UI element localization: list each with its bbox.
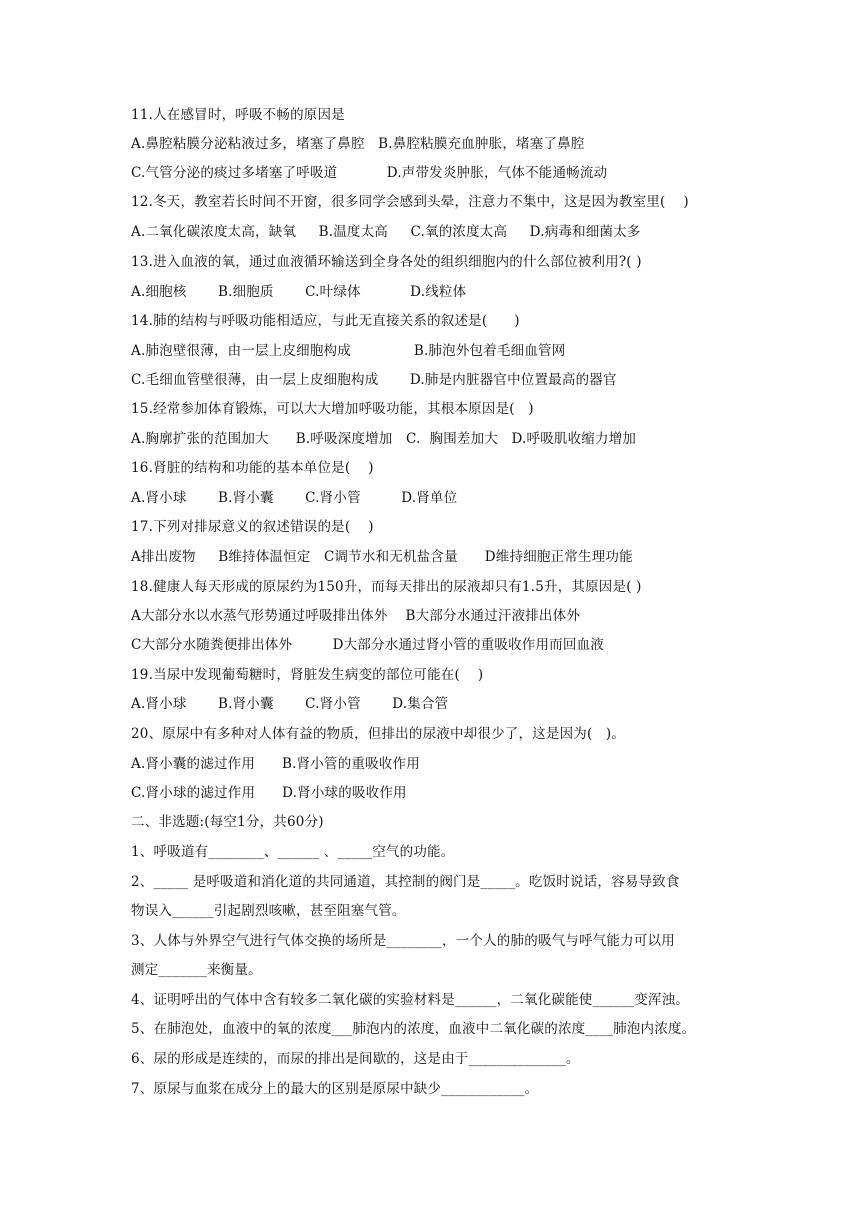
question-20: 20、原尿中有多种对人体有益的物质，但排出的尿液中却很少了，这是因为( )。 xyxy=(131,726,626,742)
question-17: 17.下列对排尿意义的叙述错误的是( ) xyxy=(131,519,374,535)
fill-question-6: 6、尿的形成是连续的，而尿的排出是间歇的，这是由于______________。 xyxy=(131,1051,580,1067)
q17-options: A排出废物 B维持体温恒定 C调节水和无机盐含量 D维持细胞正常生理功能 xyxy=(131,549,633,565)
fill-question-2-cont: 物误入______引起剧烈咳嗽，甚至阻塞气管。 xyxy=(131,903,406,919)
q14-options-ab: A.肺泡壁很薄，由一层上皮细胞构成 B.肺泡外包着毛细血管网 xyxy=(131,343,566,359)
q13-options: A.细胞核 B.细胞质 C.叶绿体 D.线粒体 xyxy=(131,284,467,300)
fill-question-4: 4、证明呼出的气体中含有较多二氧化碳的实验材料是______，二氧化碳能使______变浑浊。 xyxy=(131,992,689,1008)
fill-question-3-cont: 测定_______来衡量。 xyxy=(131,962,262,978)
q18-options-ab: A大部分水以水蒸气形势通过呼吸排出体外 B大部分水通过汗液排出体外 xyxy=(131,608,581,624)
fill-question-3: 3、人体与外界空气进行气体交换的场所是________，一个人的肺的吸气与呼气能力可以用 xyxy=(131,933,675,949)
q11-options-ab: A.鼻腔粘膜分泌粘液过多，堵塞了鼻腔 B.鼻腔粘膜充血肿胀，堵塞了鼻腔 xyxy=(131,136,585,152)
question-13: 13.进入血液的氧，通过血液循环输送到全身各处的组织细胞内的什么部位被利用?( ) xyxy=(131,254,642,270)
q16-options: A.肾小球 B.肾小囊 C.肾小管 D.肾单位 xyxy=(131,490,458,506)
section-heading-non-choice: 二、非选题:(每空1分，共60分) xyxy=(131,814,324,830)
q11-options-cd: C.气管分泌的痰过多堵塞了呼吸道 D.声带发炎肿胀，气体不能通畅流动 xyxy=(131,165,608,181)
question-11: 11.人在感冒时，呼吸不畅的原因是 xyxy=(131,107,345,123)
fill-question-7: 7、原尿与血浆在成分上的最大的区别是原尿中缺少____________。 xyxy=(131,1081,539,1097)
q20-options-ab: A.肾小囊的滤过作用 B.肾小管的重吸收作用 xyxy=(131,756,420,772)
fill-question-5: 5、在肺泡处，血液中的氧的浓度___肺泡内的浓度，血液中二氧化碳的浓度____肺泡内浓度。 xyxy=(131,1021,696,1037)
q15-options: A.胸廓扩张的范围加大 B.呼吸深度增加 C. 胸围差加大 D.呼吸肌收缩力增加 xyxy=(131,431,637,447)
question-14: 14.肺的结构与呼吸功能相适应，与此无直接关系的叙述是( ) xyxy=(131,313,520,329)
question-15: 15.经常参加体育锻炼，可以大大增加呼吸功能，其根本原因是( ) xyxy=(131,401,534,417)
q12-options: A.二氧化碳浓度太高，缺氧 B.温度太高 C.氧的浓度太高 D.病毒和细菌太多 xyxy=(131,224,641,240)
question-16: 16.肾脏的结构和功能的基本单位是( ) xyxy=(131,460,374,476)
question-12: 12.冬天，教室若长时间不开窗，很多同学会感到头晕，注意力不集中，这是因为教室里( ) xyxy=(131,194,689,210)
q14-options-cd: C.毛细血管壁很薄，由一层上皮细胞构成 D.肺是内脏器官中位置最高的器官 xyxy=(131,372,617,388)
q19-options: A.肾小球 B.肾小囊 C.肾小管 D.集合管 xyxy=(131,696,449,712)
fill-question-2: 2、_____ 是呼吸道和消化道的共同通道，其控制的阀门是_____。吃饭时说话，容易导致食 xyxy=(131,874,680,890)
fill-question-1: 1、呼吸道有________、______ 、_____空气的功能。 xyxy=(131,844,455,860)
question-18: 18.健康人每天形成的原尿约为150升，而每天排出的尿液却只有1.5升，其原因是( ) xyxy=(131,579,642,595)
q18-options-cd: C大部分水随粪便排出体外 D大部分水通过肾小管的重吸收作用而回血液 xyxy=(131,637,604,653)
question-19: 19.当尿中发现葡萄糖时，肾脏发生病变的部位可能在( ) xyxy=(131,667,484,683)
q20-options-cd: C.肾小球的滤过作用 D.肾小球的吸收作用 xyxy=(131,785,407,801)
